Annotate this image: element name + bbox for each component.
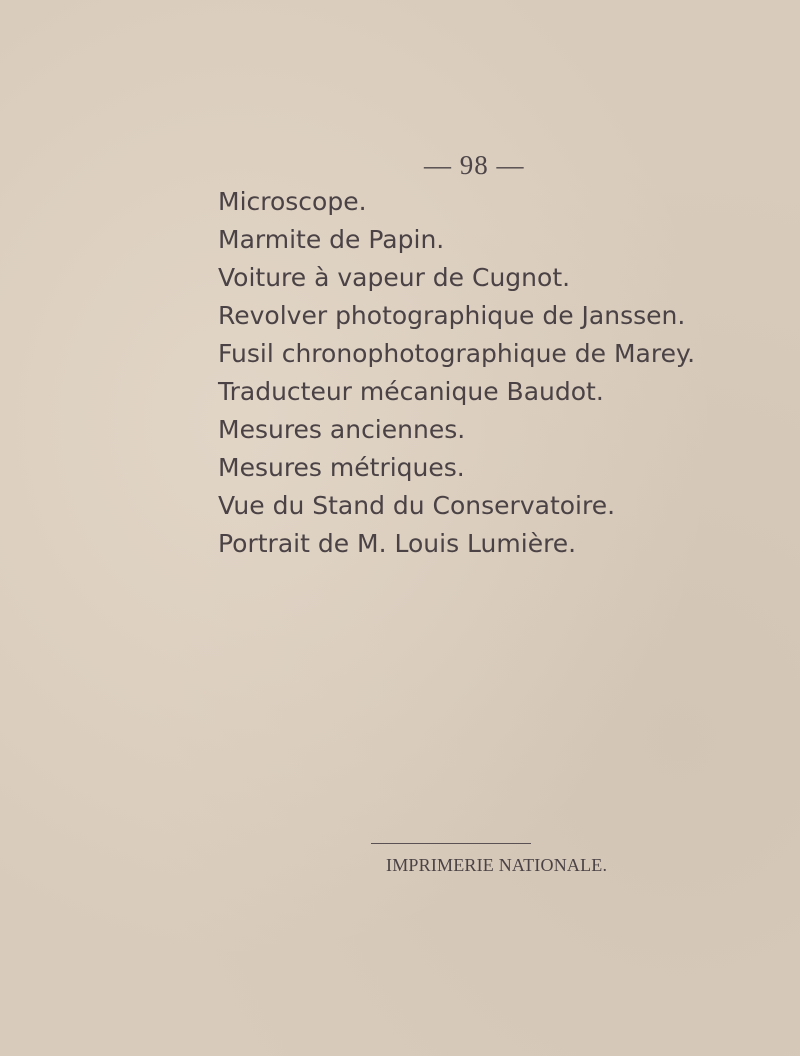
divider-rule: [371, 843, 531, 844]
list-item: Fusil chronophotographique de Marey.: [218, 339, 696, 368]
printer-imprint: IMPRIMERIE NATIONALE.: [386, 855, 608, 875]
list-item: Mesures anciennes.: [218, 415, 466, 444]
list-item: Mesures métriques.: [218, 453, 465, 482]
list-item: Traducteur mécanique Baudot.: [218, 377, 604, 406]
illustration-list: [218, 183, 695, 563]
page-number: — 98 —: [424, 150, 525, 180]
list-item: Voiture à vapeur de Cugnot.: [218, 263, 571, 292]
list-item: Marmite de Papin.: [218, 225, 445, 254]
list-item: Microscope.: [218, 187, 367, 216]
list-item: Vue du Stand du Conservatoire.: [218, 491, 616, 520]
list-item: Portrait de M. Louis Lumière.: [218, 529, 577, 558]
list-item: Revolver photographique de Janssen.: [218, 301, 686, 330]
